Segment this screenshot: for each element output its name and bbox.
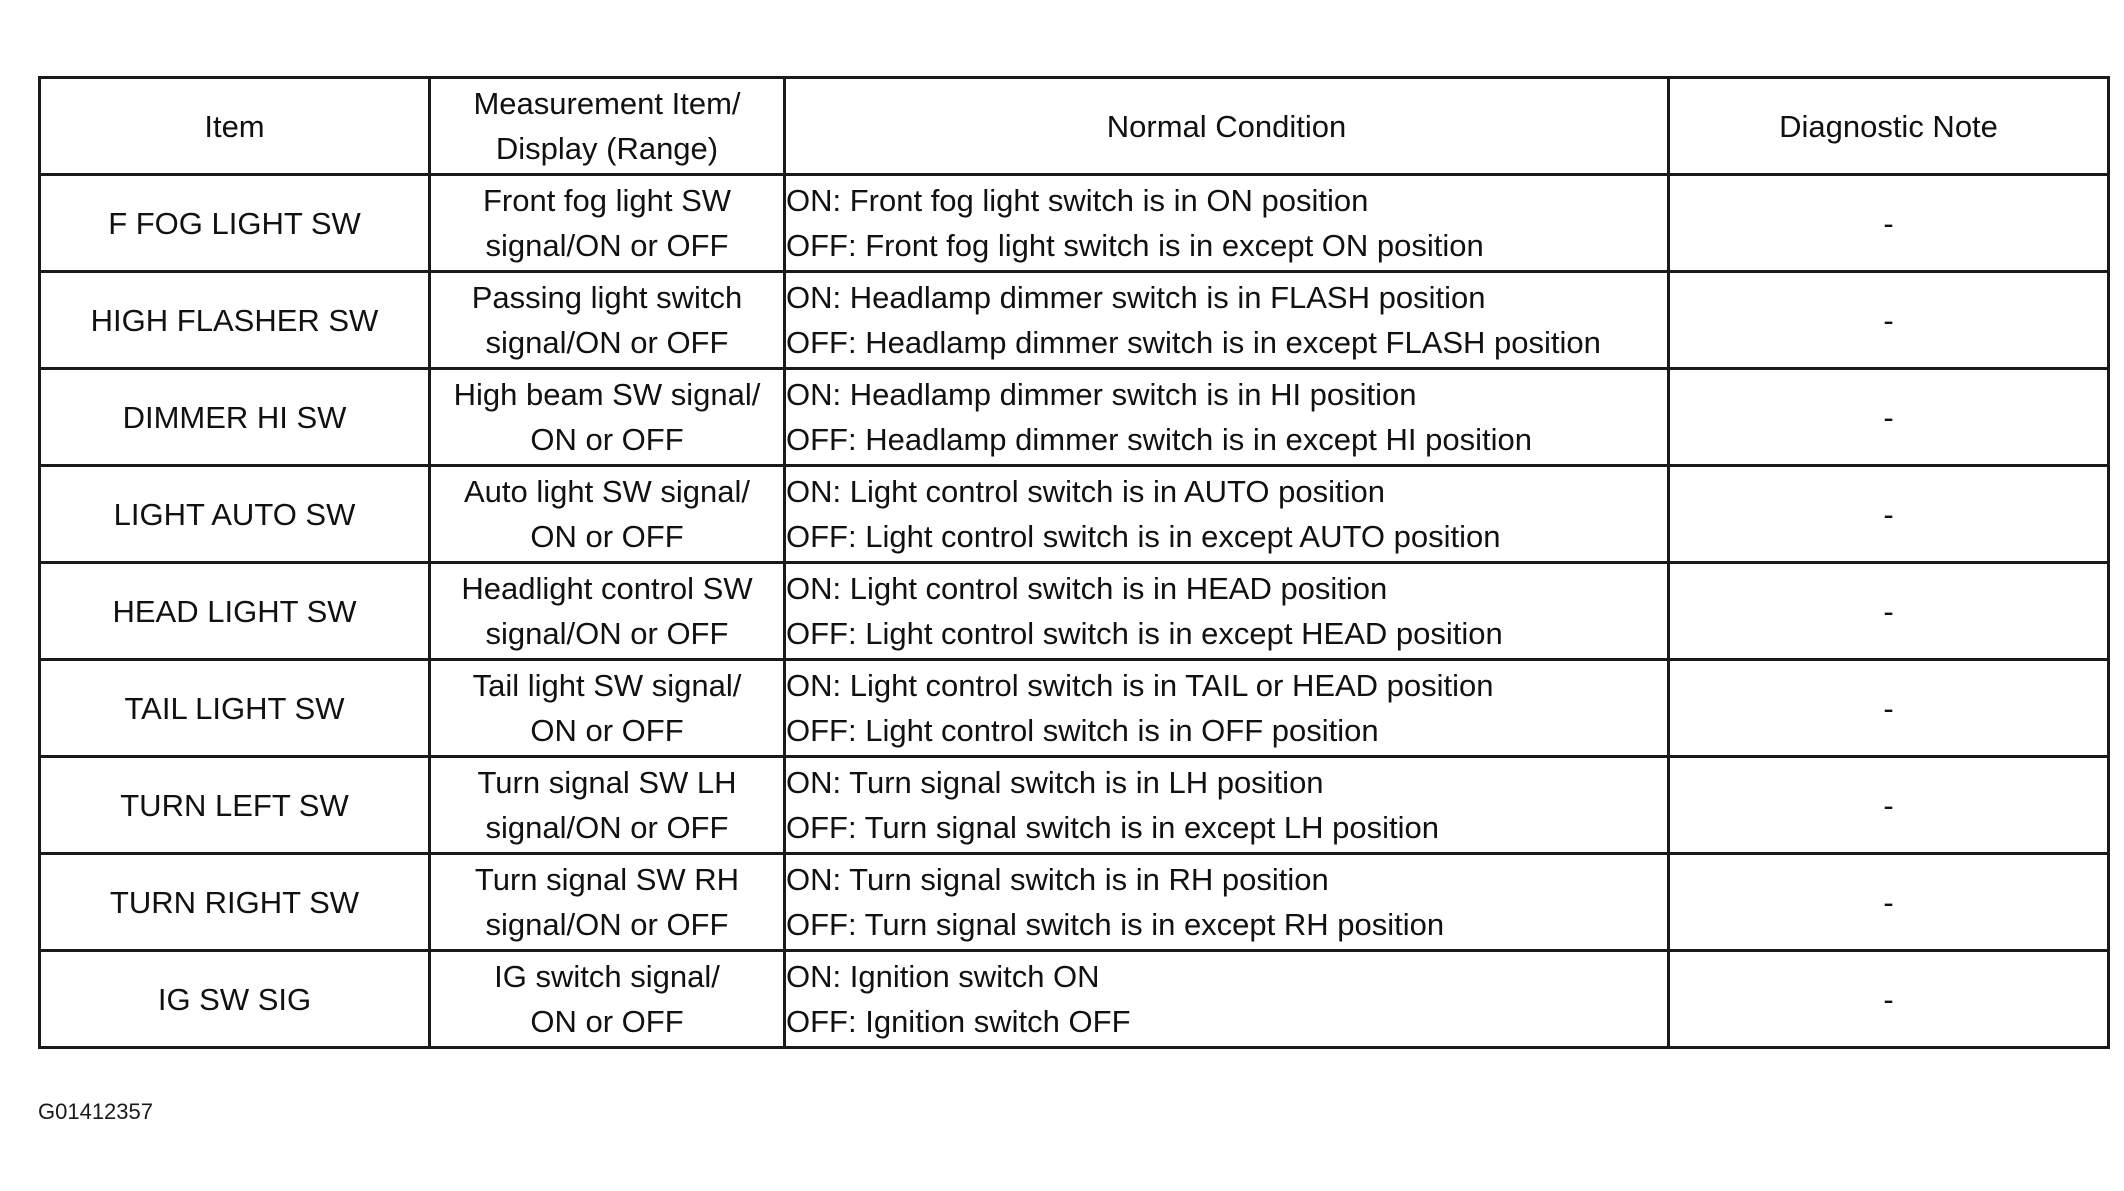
measurement-cell	[430, 951, 785, 1048]
measurement-line-1: Turn signal SW LH	[477, 765, 737, 800]
condition-on: ON: Light control switch is in AUTO position	[786, 474, 1386, 509]
measurement-line-2: signal/ON or OFF	[485, 810, 729, 845]
table-row	[40, 660, 2109, 757]
item-cell: TAIL LIGHT SW	[40, 660, 430, 757]
condition-cell	[785, 951, 1669, 1048]
table-row	[40, 854, 2109, 951]
note-cell: -	[1669, 175, 2109, 272]
condition-on: ON: Turn signal switch is in LH position	[786, 765, 1324, 800]
condition-cell	[785, 272, 1669, 369]
measurement-line-1: IG switch signal/	[494, 959, 720, 994]
note-cell: -	[1669, 369, 2109, 466]
measurement-line-1: Auto light SW signal/	[463, 474, 751, 509]
measurement-cell	[430, 175, 785, 272]
header-measurement	[430, 78, 785, 175]
header-normal-condition: Normal Condition	[785, 78, 1669, 175]
measurement-line-1: Front fog light SW	[482, 183, 732, 218]
measurement-cell	[430, 272, 785, 369]
item-cell: HIGH FLASHER SW	[40, 272, 430, 369]
measurement-line-1: High beam SW signal/	[453, 377, 761, 412]
measurement-cell	[430, 854, 785, 951]
table-row	[40, 757, 2109, 854]
condition-off: OFF: Light control switch is in except AUTO position	[786, 519, 1501, 554]
header-item: Item	[40, 78, 430, 175]
condition-on: ON: Light control switch is in TAIL or HEAD position	[786, 668, 1494, 703]
note-cell: -	[1669, 757, 2109, 854]
condition-cell	[785, 854, 1669, 951]
condition-off: OFF: Turn signal switch is in except LH position	[786, 810, 1439, 845]
measurement-line-2: signal/ON or OFF	[485, 228, 729, 263]
table-row	[40, 951, 2109, 1048]
measurement-line-2: ON or OFF	[530, 422, 684, 457]
measurement-line-1: Turn signal SW RH	[474, 862, 740, 897]
note-cell: -	[1669, 854, 2109, 951]
condition-cell	[785, 660, 1669, 757]
header-diagnostic-note: Diagnostic Note	[1669, 78, 2109, 175]
measurement-line-2: ON or OFF	[530, 1004, 684, 1039]
measurement-line-2: ON or OFF	[530, 713, 684, 748]
condition-on: ON: Front fog light switch is in ON position	[786, 183, 1369, 218]
condition-off: OFF: Front fog light switch is in except ON position	[786, 228, 1484, 263]
note-cell: -	[1669, 660, 2109, 757]
condition-off: OFF: Turn signal switch is in except RH position	[786, 907, 1445, 942]
condition-off: OFF: Light control switch is in except HEAD position	[786, 616, 1503, 651]
measurement-line-2: signal/ON or OFF	[485, 616, 729, 651]
table-row	[40, 563, 2109, 660]
diagnostic-data-table	[38, 76, 2110, 1049]
measurement-cell	[430, 660, 785, 757]
condition-off: OFF: Headlamp dimmer switch is in except FLASH position	[786, 325, 1601, 360]
measurement-line-1: Tail light SW signal/	[472, 668, 742, 703]
header-measurement-line-2: Display (Range)	[495, 131, 719, 166]
note-cell: -	[1669, 272, 2109, 369]
item-cell: HEAD LIGHT SW	[40, 563, 430, 660]
measurement-cell	[430, 563, 785, 660]
measurement-line-2: signal/ON or OFF	[485, 325, 729, 360]
condition-cell	[785, 369, 1669, 466]
measurement-line-1: Headlight control SW	[461, 571, 753, 606]
measurement-line-1: Passing light switch	[471, 280, 743, 315]
measurement-cell	[430, 466, 785, 563]
measurement-line-2: ON or OFF	[530, 519, 684, 554]
header-measurement-line-1: Measurement Item/	[473, 86, 741, 121]
condition-on: ON: Light control switch is in HEAD position	[786, 571, 1388, 606]
condition-on: ON: Ignition switch ON	[786, 959, 1100, 994]
condition-on: ON: Headlamp dimmer switch is in HI position	[786, 377, 1417, 412]
item-cell: F FOG LIGHT SW	[40, 175, 430, 272]
table-row	[40, 466, 2109, 563]
item-cell: DIMMER HI SW	[40, 369, 430, 466]
note-cell: -	[1669, 563, 2109, 660]
item-cell: LIGHT AUTO SW	[40, 466, 430, 563]
item-cell: TURN LEFT SW	[40, 757, 430, 854]
condition-cell	[785, 175, 1669, 272]
measurement-line-2: signal/ON or OFF	[485, 907, 729, 942]
condition-cell	[785, 757, 1669, 854]
measurement-cell	[430, 369, 785, 466]
condition-off: OFF: Light control switch is in OFF position	[786, 713, 1379, 748]
table-header-row	[40, 78, 2109, 175]
table-row	[40, 175, 2109, 272]
table-row	[40, 272, 2109, 369]
condition-on: ON: Headlamp dimmer switch is in FLASH position	[786, 280, 1486, 315]
note-cell: -	[1669, 466, 2109, 563]
condition-off: OFF: Headlamp dimmer switch is in except HI position	[786, 422, 1532, 457]
item-cell: IG SW SIG	[40, 951, 430, 1048]
figure-code: G01412357	[38, 1099, 153, 1124]
item-cell: TURN RIGHT SW	[40, 854, 430, 951]
note-cell: -	[1669, 951, 2109, 1048]
table-row	[40, 369, 2109, 466]
condition-off: OFF: Ignition switch OFF	[786, 1004, 1131, 1039]
measurement-cell	[430, 757, 785, 854]
condition-cell	[785, 466, 1669, 563]
condition-on: ON: Turn signal switch is in RH position	[786, 862, 1329, 897]
condition-cell	[785, 563, 1669, 660]
